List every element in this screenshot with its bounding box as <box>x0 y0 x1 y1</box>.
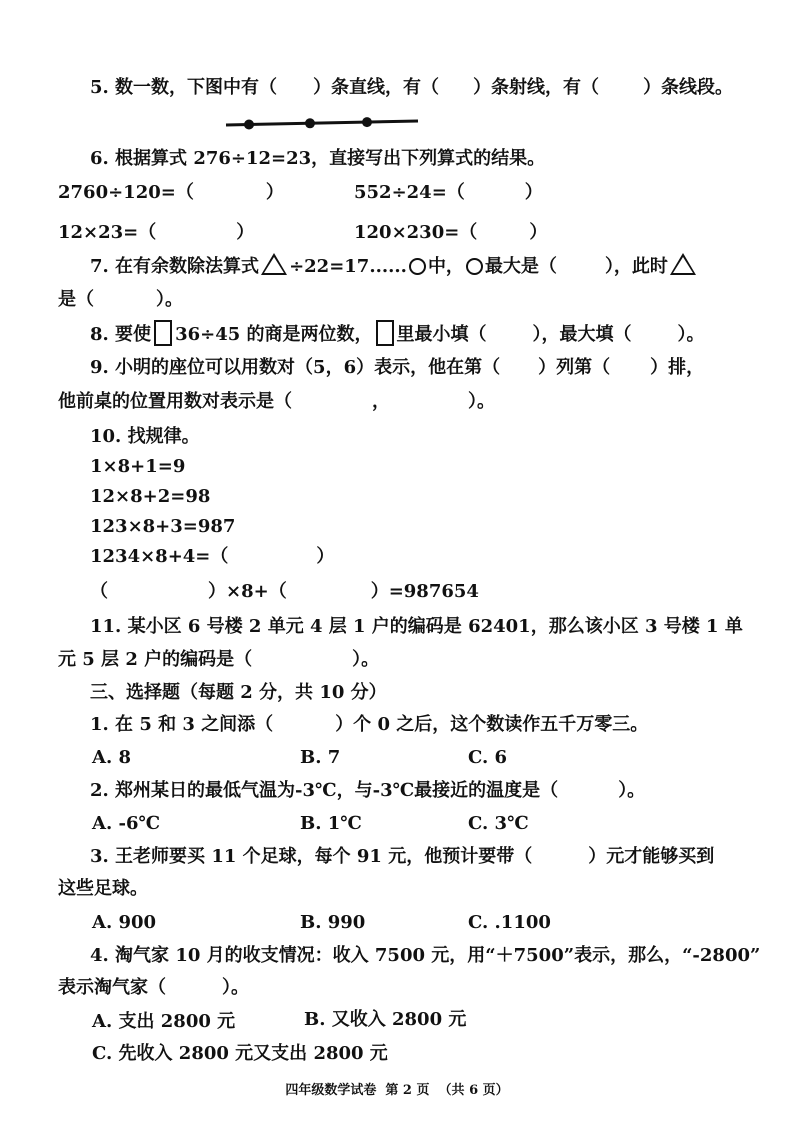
square-box-icon <box>154 320 172 346</box>
c4-option-b: B. 又收入 2800 元 <box>304 1009 467 1030</box>
c1-option-c: C. 6 <box>468 747 508 768</box>
figure-point-2 <box>305 118 315 128</box>
q7-p2: ÷22=17...... <box>289 256 407 277</box>
c2-option-b: B. 1℃ <box>300 813 362 834</box>
q9-p1: 9. 小明的座位可以用数对（5，6）表示，他在第（ <box>90 357 501 378</box>
q7-p1: 7. 在有余数除法算式 <box>90 256 260 277</box>
q6-item-b <box>354 180 543 206</box>
choice-question-2 <box>90 778 645 804</box>
c3-option-b: B. 990 <box>300 912 366 933</box>
c4-option-c: C. 先收入 2800 元又支出 2800 元 <box>92 1043 388 1064</box>
q6-c-text: 12×23=（ <box>58 222 157 243</box>
question-7 <box>90 253 698 280</box>
q7-line2: 是（ <box>58 289 94 310</box>
q9-p2: ）列第（ <box>538 357 611 378</box>
c4-line2: 表示淘气家（ <box>58 977 166 998</box>
q10-r5c: ）=987654 <box>370 581 479 602</box>
question-7-line2 <box>58 287 183 313</box>
triangle-icon <box>261 253 287 275</box>
q6-a-text: 2760÷120=（ <box>58 182 194 203</box>
q8-p1: 8. 要使 <box>90 324 152 345</box>
q10-row-4 <box>90 544 334 570</box>
q11-line2-close: ）。 <box>352 649 380 670</box>
square-box-icon <box>376 320 394 346</box>
q9-line2: 他前桌的位置用数对表示是（ <box>58 391 292 412</box>
choice-question-1 <box>90 712 648 738</box>
question-10: 10. 找规律。 <box>90 426 200 447</box>
circle-icon <box>409 258 426 275</box>
q6-item-a <box>58 180 284 206</box>
question-9 <box>90 355 704 381</box>
q5-mid1: ）条直线，有（ <box>313 77 440 98</box>
q8-p5: ）。 <box>677 324 705 345</box>
q6-c-close: ） <box>236 222 255 243</box>
triangle-icon <box>670 253 696 275</box>
question-8 <box>90 320 705 348</box>
question-6: 6. 根据算式 276÷12=23，直接写出下列算式的结果。 <box>90 148 546 169</box>
q11-line2: 元 5 层 2 户的编码是（ <box>58 649 253 670</box>
figure-line <box>226 121 418 125</box>
question-5 <box>90 75 733 101</box>
c2-option-c: C. 3℃ <box>468 813 529 834</box>
q8-p2: 36÷45 的商是两位数， <box>175 324 373 345</box>
q9-line2-close: ）。 <box>468 391 495 412</box>
c1-close: ）个 0 之后，这个数读作五千万零三。 <box>335 714 649 735</box>
choice-question-4-line2 <box>58 975 249 1001</box>
q10-row-3: 123×8+3=987 <box>90 516 236 537</box>
c4-line2-close: ）。 <box>222 977 249 998</box>
q6-b-text: 552÷24=（ <box>354 182 465 203</box>
c2-option-a: A. -6℃ <box>92 813 161 834</box>
q6-d-text: 120×230=（ <box>354 222 478 243</box>
q10-row-5 <box>90 579 479 605</box>
q6-item-d <box>354 220 547 246</box>
q9-line2-mid: ， <box>372 391 390 412</box>
q8-p3: 里最小填（ <box>396 324 487 345</box>
q6-d-close: ） <box>529 222 548 243</box>
c1-option-a: A. 8 <box>92 747 132 768</box>
q6-a-close: ） <box>265 182 284 203</box>
c1-option-b: B. 7 <box>300 747 341 768</box>
c1-text: 1. 在 5 和 3 之间添（ <box>90 714 274 735</box>
question-9-line2 <box>58 389 495 415</box>
c3-close: ）元才能够买到 <box>588 846 715 867</box>
question-11: 11. 某小区 6 号楼 2 单元 4 层 1 户的编码是 62401，那么该小区 3 号楼 1 单 <box>90 616 743 637</box>
question-11-line2 <box>58 647 379 673</box>
q5-prefix: 5. 数一数，下图中有（ <box>90 77 278 98</box>
q10-r5a: （ <box>90 581 108 602</box>
q10-r4-text: 1234×8+4=（ <box>90 546 229 567</box>
q8-p4: ），最大填（ <box>532 324 632 345</box>
c3-text: 3. 王老师要买 11 个足球，每个 91 元，他预计要带（ <box>90 846 533 867</box>
choice-question-3-line2: 这些足球。 <box>58 878 148 899</box>
c2-text: 2. 郑州某日的最低气温为-3℃，与-3℃最接近的温度是（ <box>90 780 559 801</box>
q10-r4-close: ） <box>316 546 335 567</box>
c3-option-a: A. 900 <box>92 912 157 933</box>
section-title: 三、选择题（每题 2 分，共 10 分） <box>90 682 387 703</box>
c3-option-c: C. .1100 <box>468 912 551 933</box>
q9-p3: ）排， <box>650 357 705 378</box>
circle-icon <box>466 258 483 275</box>
c2-close: ）。 <box>618 780 646 801</box>
c4-option-a: A. 支出 2800 元 <box>92 1011 236 1032</box>
line-figure <box>222 112 422 136</box>
q7-p3: 中， <box>427 256 464 277</box>
q7-line2-close: ）。 <box>156 289 183 310</box>
choice-question-4: 4. 淘气家 10 月的收支情况：收入 7500 元，用“＋7500”表示，那么，“-2800” <box>90 945 761 966</box>
q6-item-c <box>58 220 254 246</box>
q7-p5: ），此时 <box>604 256 668 277</box>
figure-point-1 <box>244 120 254 130</box>
choice-question-3 <box>90 844 714 870</box>
q5-suffix: ）条线段。 <box>643 77 734 98</box>
q10-row-1: 1×8+1=9 <box>90 456 186 477</box>
q10-r5b: ）×8+（ <box>208 581 287 602</box>
q10-row-2: 12×8+2=98 <box>90 486 211 507</box>
figure-point-3 <box>362 117 372 127</box>
q6-b-close: ） <box>524 182 543 203</box>
q7-p4: 最大是（ <box>484 256 557 277</box>
page-footer: 四年级数学试卷 第 2 页 （共 6 页） <box>285 1083 509 1098</box>
q5-mid2: ）条射线，有（ <box>473 77 600 98</box>
